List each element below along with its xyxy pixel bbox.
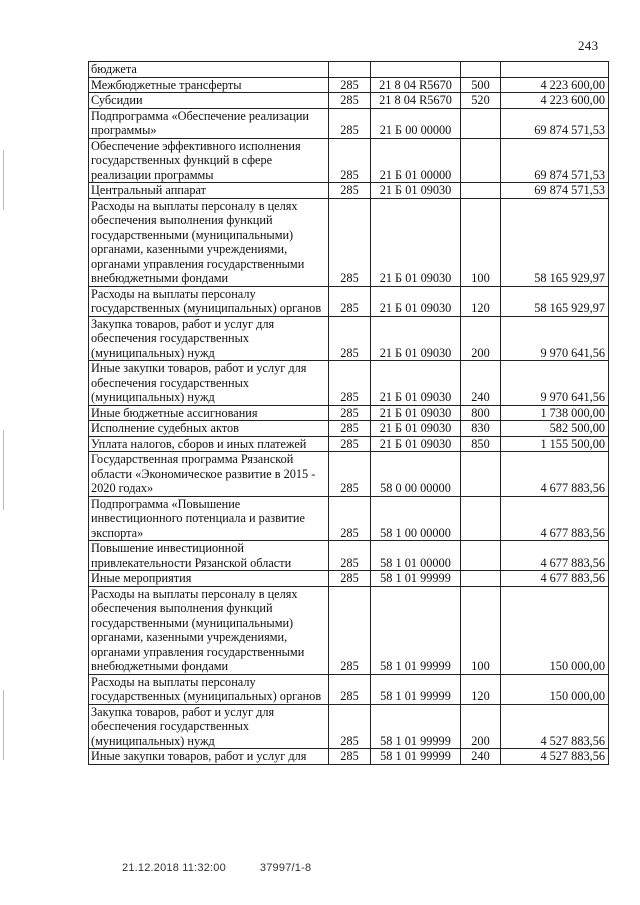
table-body (89, 62, 609, 765)
table-row (89, 286, 609, 316)
scan-edge-mark (3, 690, 4, 760)
item-name: Расходы на выплаты персоналу государственных (муниципальных) органов (89, 674, 329, 704)
expense-type-code: 120 (461, 286, 501, 316)
target-article-code: 58 1 00 00000 (371, 496, 461, 541)
amount-value: 4 677 883,56 (501, 496, 609, 541)
item-name: Субсидии (89, 93, 329, 109)
amount-value: 4 223 600,00 (501, 93, 609, 109)
target-article-code: 21 Б 01 09030 (371, 286, 461, 316)
item-name: Обеспечение эффективного исполнения государственных функций в сфере реализации программы (89, 138, 329, 183)
amount-value: 4 223 600,00 (501, 77, 609, 93)
ministry-code: 285 (329, 316, 371, 361)
ministry-code: 285 (329, 704, 371, 749)
amount-value: 9 970 641,56 (501, 316, 609, 361)
amount-value: 4 677 883,56 (501, 541, 609, 571)
expense-type-code (461, 62, 501, 78)
ministry-code: 285 (329, 198, 371, 286)
expense-type-code: 500 (461, 77, 501, 93)
amount-value (501, 62, 609, 78)
ministry-code: 285 (329, 586, 371, 674)
ministry-code: 285 (329, 108, 371, 138)
target-article-code: 58 1 01 00000 (371, 541, 461, 571)
target-article-code: 21 Б 01 09030 (371, 361, 461, 406)
amount-value: 69 874 571,53 (501, 138, 609, 183)
table-row (89, 704, 609, 749)
expense-type-code: 200 (461, 316, 501, 361)
ministry-code: 285 (329, 286, 371, 316)
item-name: Иные бюджетные ассигнования (89, 405, 329, 421)
expense-type-code: 120 (461, 674, 501, 704)
scan-edge-mark (3, 150, 4, 210)
expense-type-code (461, 108, 501, 138)
target-article-code: 21 Б 01 09030 (371, 198, 461, 286)
ministry-code: 285 (329, 452, 371, 497)
amount-value: 58 165 929,97 (501, 286, 609, 316)
ministry-code: 285 (329, 138, 371, 183)
ministry-code: 285 (329, 77, 371, 93)
footer-reference: 37997/1-8 (259, 862, 312, 874)
target-article-code: 21 Б 01 00000 (371, 138, 461, 183)
target-article-code: 21 Б 01 09030 (371, 316, 461, 361)
expense-type-code: 520 (461, 93, 501, 109)
footer-timestamp: 21.12.2018 11:32:00 (122, 862, 226, 874)
table-row (89, 421, 609, 437)
target-article-code: 21 8 04 R5670 (371, 93, 461, 109)
amount-value: 1 155 500,00 (501, 436, 609, 452)
ministry-code: 285 (329, 361, 371, 406)
target-article-code: 58 1 01 99999 (371, 749, 461, 765)
table-row (89, 198, 609, 286)
amount-value: 1 738 000,00 (501, 405, 609, 421)
table-row (89, 452, 609, 497)
ministry-code: 285 (329, 405, 371, 421)
target-article-code: 21 Б 01 09030 (371, 421, 461, 437)
item-name: Подпрограмма «Обеспечение реализации программы» (89, 108, 329, 138)
table-row (89, 674, 609, 704)
table-row (89, 316, 609, 361)
table-row (89, 183, 609, 199)
table-row (89, 62, 609, 78)
item-name: бюджета (89, 62, 329, 78)
expense-type-code (461, 541, 501, 571)
item-name: Расходы на выплаты персоналу в целях обеспечения выполнения функций государственными (муниципальными) органами, казенными учреждениями, органами управления государственными внебюджетными фондами (89, 586, 329, 674)
item-name: Иные закупки товаров, работ и услуг для обеспечения государственных (муниципальных) нужд (89, 361, 329, 406)
table-row (89, 571, 609, 587)
expense-type-code: 800 (461, 405, 501, 421)
expense-type-code: 100 (461, 586, 501, 674)
scan-edge-mark (3, 430, 4, 510)
item-name: Иные закупки товаров, работ и услуг для (89, 749, 329, 765)
target-article-code: 21 Б 00 00000 (371, 108, 461, 138)
item-name: Закупка товаров, работ и услуг для обеспечения государственных (муниципальных) нужд (89, 316, 329, 361)
amount-value: 58 165 929,97 (501, 198, 609, 286)
table-row (89, 361, 609, 406)
table-row (89, 749, 609, 765)
expense-type-code (461, 138, 501, 183)
amount-value: 69 874 571,53 (501, 183, 609, 199)
expense-type-code: 200 (461, 704, 501, 749)
table-row (89, 436, 609, 452)
target-article-code: 21 Б 01 09030 (371, 183, 461, 199)
table-row (89, 108, 609, 138)
expense-type-code: 830 (461, 421, 501, 437)
budget-table (88, 61, 609, 765)
item-name: Иные мероприятия (89, 571, 329, 587)
target-article-code: 58 1 01 99999 (371, 704, 461, 749)
amount-value: 150 000,00 (501, 586, 609, 674)
amount-value: 4 527 883,56 (501, 749, 609, 765)
amount-value: 582 500,00 (501, 421, 609, 437)
amount-value: 9 970 641,56 (501, 361, 609, 406)
item-name: Расходы на выплаты персоналу в целях обеспечения выполнения функций государственными (муниципальными) органами, казенными учреждениями, органами управления государственными внебюджетными фондами (89, 198, 329, 286)
document-footer (122, 862, 311, 874)
table-row (89, 405, 609, 421)
page-number: 243 (578, 38, 599, 53)
item-name: Подпрограмма «Повышение инвестиционного потенциала и развитие экспорта» (89, 496, 329, 541)
item-name: Расходы на выплаты персоналу государственных (муниципальных) органов (89, 286, 329, 316)
expense-type-code: 240 (461, 361, 501, 406)
table-row (89, 93, 609, 109)
target-article-code: 21 Б 01 09030 (371, 436, 461, 452)
expense-type-code: 100 (461, 198, 501, 286)
target-article-code: 58 1 01 99999 (371, 571, 461, 587)
ministry-code: 285 (329, 571, 371, 587)
table-row (89, 138, 609, 183)
expense-type-code: 240 (461, 749, 501, 765)
target-article-code (371, 62, 461, 78)
amount-value: 150 000,00 (501, 674, 609, 704)
ministry-code (329, 62, 371, 78)
item-name: Государственная программа Рязанской области «Экономическое развитие в 2015 - 2020 годах» (89, 452, 329, 497)
target-article-code: 21 Б 01 09030 (371, 405, 461, 421)
table-row (89, 586, 609, 674)
ministry-code: 285 (329, 436, 371, 452)
ministry-code: 285 (329, 749, 371, 765)
ministry-code: 285 (329, 183, 371, 199)
table-row (89, 541, 609, 571)
table-row (89, 77, 609, 93)
ministry-code: 285 (329, 421, 371, 437)
expense-type-code (461, 496, 501, 541)
item-name: Уплата налогов, сборов и иных платежей (89, 436, 329, 452)
amount-value: 4 677 883,56 (501, 452, 609, 497)
amount-value: 4 677 883,56 (501, 571, 609, 587)
target-article-code: 58 1 01 99999 (371, 586, 461, 674)
ministry-code: 285 (329, 496, 371, 541)
item-name: Закупка товаров, работ и услуг для обеспечения государственных (муниципальных) нужд (89, 704, 329, 749)
item-name: Межбюджетные трансферты (89, 77, 329, 93)
item-name: Центральный аппарат (89, 183, 329, 199)
target-article-code: 58 0 00 00000 (371, 452, 461, 497)
item-name: Исполнение судебных актов (89, 421, 329, 437)
item-name: Повышение инвестиционной привлекательности Рязанской области (89, 541, 329, 571)
ministry-code: 285 (329, 674, 371, 704)
table-row (89, 496, 609, 541)
expense-type-code: 850 (461, 436, 501, 452)
expense-type-code (461, 452, 501, 497)
expense-type-code (461, 183, 501, 199)
amount-value: 69 874 571,53 (501, 108, 609, 138)
expense-type-code (461, 571, 501, 587)
amount-value: 4 527 883,56 (501, 704, 609, 749)
target-article-code: 21 8 04 R5670 (371, 77, 461, 93)
target-article-code: 58 1 01 99999 (371, 674, 461, 704)
ministry-code: 285 (329, 93, 371, 109)
ministry-code: 285 (329, 541, 371, 571)
